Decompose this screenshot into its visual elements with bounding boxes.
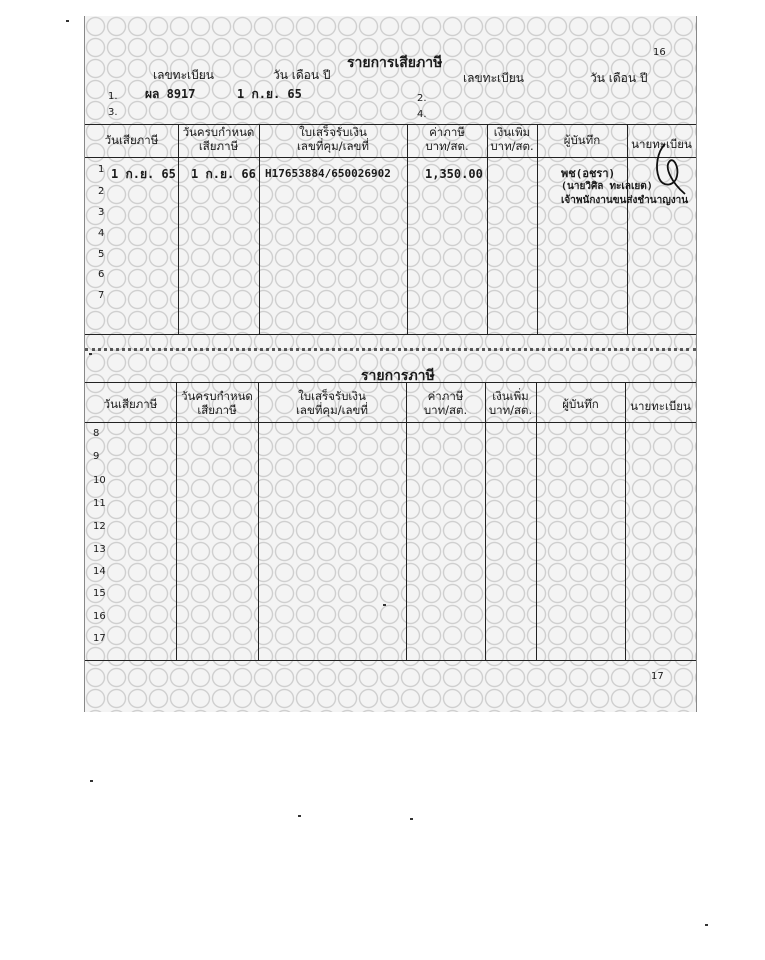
table2-col-divider (176, 382, 177, 660)
speck (298, 815, 301, 817)
table1-bottom-border (85, 334, 696, 335)
speck (410, 818, 413, 820)
section1-title: รายการเสียภาษี (347, 55, 443, 71)
header-surcharge: เงินเพิ่ม บาท/สต. (490, 125, 534, 153)
record1-recorder-fullname: (นายวิศิล ทะเลเยต) (561, 181, 653, 192)
row-number: 15 (93, 588, 106, 599)
header2-tax-date: วันเสียภาษี (103, 397, 158, 411)
row-number: 14 (93, 566, 106, 577)
table2-bottom-border (85, 660, 696, 661)
table1-col-divider (487, 124, 488, 334)
date-label-right: วัน เดือน ปี (590, 71, 648, 85)
table1-col-divider (627, 124, 628, 334)
row-number: 9 (93, 451, 100, 462)
row-number: 2 (98, 186, 105, 197)
reg-label-left: เลขทะเบียน (153, 68, 214, 82)
row-number: 4 (98, 228, 105, 239)
table1-header-border (85, 157, 696, 158)
speck (90, 780, 93, 782)
table1-col-divider (259, 124, 260, 334)
header-tax-amount: ค่าภาษี บาท/สต. (425, 125, 469, 153)
table2-col-divider (485, 382, 486, 660)
record1-receipt: H17653884/650026902 (265, 167, 391, 180)
header-tax-date: วันเสียภาษี (104, 133, 159, 147)
row-number: 8 (93, 428, 100, 439)
table1-col-divider (407, 124, 408, 334)
header-registrar: นายทะเบียน (631, 137, 692, 151)
header2-recorder: ผู้บันทึก (562, 397, 599, 411)
table1-col-divider (537, 124, 538, 334)
table2-col-divider (625, 382, 626, 660)
header-recorder: ผู้บันทึก (563, 133, 601, 147)
line4-number: 4. (417, 109, 427, 120)
record1-recorder-name: พช(อชรา) (561, 167, 616, 180)
line1-registration: ผล 8917 (145, 87, 196, 101)
row-number: 16 (93, 611, 106, 622)
speck (66, 20, 69, 22)
row-number: 10 (93, 475, 106, 486)
row-number: 11 (93, 498, 106, 509)
tax-record-sheet (84, 16, 697, 712)
header2-surcharge: เงินเพิ่ม บาท/สต. (488, 389, 533, 417)
page-number-bottom: 17 (651, 671, 664, 682)
speck (383, 604, 386, 606)
table2-col-divider (258, 382, 259, 660)
speck (705, 924, 708, 926)
table1-col-divider (178, 124, 179, 334)
reg-label-right: เลขทะเบียน (463, 71, 524, 85)
page-number-top: 16 (653, 47, 666, 58)
header2-due-date: วันครบกำหนด เสียภาษี (181, 389, 253, 417)
row-number: 13 (93, 544, 106, 555)
record1-tax-date: 1 ก.ย. 65 (111, 167, 176, 181)
header2-receipt: ใบเสร็จรับเงิน เลขที่คุม/เลขที่ (296, 389, 368, 417)
table2-col-divider (536, 382, 537, 660)
row-number: 3 (98, 207, 105, 218)
speck (89, 353, 92, 355)
cut-line (85, 348, 696, 351)
header-due-date: วันครบกำหนด เสียภาษี (182, 125, 255, 153)
row-number: 7 (98, 290, 105, 301)
registrar-signature (645, 138, 695, 200)
record1-amount: 1,350.00 (425, 167, 483, 181)
header2-registrar: นายทะเบียน (630, 399, 691, 413)
row-number: 17 (93, 633, 106, 644)
row-number: 6 (98, 269, 105, 280)
header2-tax-amount: ค่าภาษี บาท/สต. (423, 389, 468, 417)
section2-title: รายการภาษี (361, 368, 435, 384)
date-label-left: วัน เดือน ปี (273, 68, 331, 82)
line1-date: 1 ก.ย. 65 (237, 87, 302, 101)
header-receipt: ใบเสร็จรับเงิน เลขที่คุม/เลขที่ (297, 125, 369, 153)
row-number: 12 (93, 521, 106, 532)
line3-number: 3. (108, 107, 118, 118)
line2-number: 2. (417, 93, 427, 104)
table2-col-divider (406, 382, 407, 660)
record1-recorder-title: เจ้าพนักงานขนส่งชำนาญงาน (561, 195, 689, 206)
row-number: 1 (98, 164, 105, 175)
record1-due-date: 1 ก.ย. 66 (191, 167, 256, 181)
table1-top-border (85, 124, 696, 125)
line1-number: 1. (108, 91, 118, 102)
row-number: 5 (98, 249, 105, 260)
